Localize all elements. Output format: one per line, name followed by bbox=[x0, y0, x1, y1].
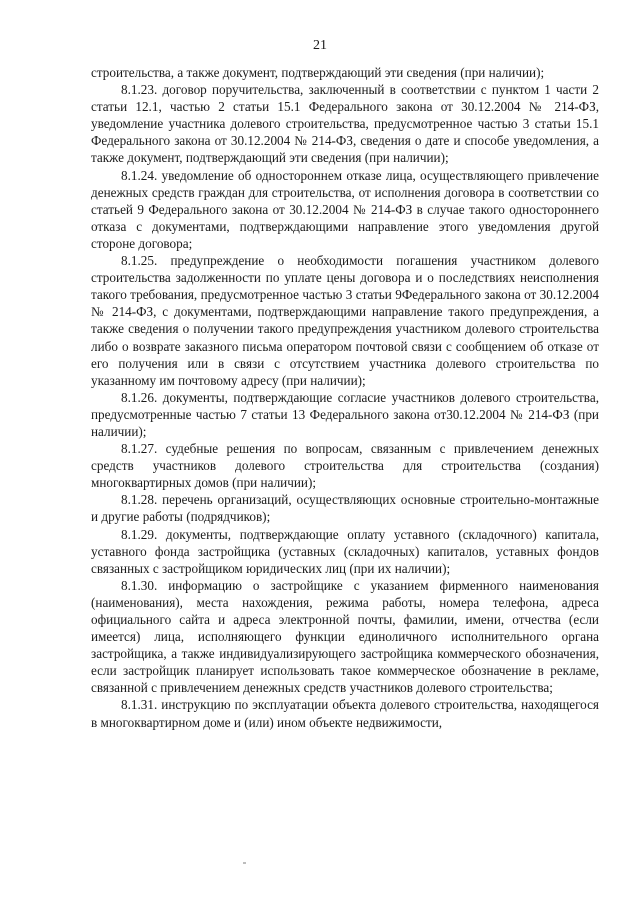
paragraph-8-1-31: 8.1.31. инструкцию по эксплуатации объекта долевого строительства, находящегося в многоквартирном доме и (или) ином объекте недвижимости, bbox=[91, 697, 599, 730]
paragraph-8-1-26: 8.1.26. документы, подтверждающие согласие участников долевого строительства, предусмотренные частью 7 статьи 13 Федерального закона от30.12.2004 № 214-ФЗ (при наличии); bbox=[91, 389, 599, 439]
document-body bbox=[91, 64, 599, 731]
paragraph-8-1-23: 8.1.23. договор поручительства, заключенный в соответствии с пунктом 1 части 2 статьи 12.1, частью 2 статьи 15.1 Федерального закона от 30.12.2004 № 214-ФЗ, уведомление участника долевого строительства, предусмотренное частью 3 статьи 15.1 Федерального закона от 30.12.2004 № 214-ФЗ, сведения о дате и способе уведомления, а также документ, подтверждающий эти сведения (при наличии); bbox=[91, 82, 599, 166]
paragraph-continuation: строительства, а также документ, подтверждающий эти сведения (при наличии); bbox=[91, 65, 545, 80]
paragraph-8-1-30: 8.1.30. информацию о застройщике с указанием фирменного наименования (наименования), места нахождения, режима работы, номера телефона, адреса официального сайта и адреса электронной почты, фамилии, имени, отчества (если имеется) лица, исполняющего функции единоличного исполнительного органа застройщика, а также индивидуализирующего застройщика коммерческого обозначения, если застройщик планирует использовать такое коммерческое обозначение в рекламе, связанной с привлечением денежных средств участников долевого строительства; bbox=[91, 577, 599, 696]
paragraph-8-1-29: 8.1.29. документы, подтверждающие оплату уставного (складочного) капитала, уставного фонда застройщика (уставных (складочных) капиталов, уставных фондов связанных с застройщиком юридических лиц (при их наличии); bbox=[91, 526, 599, 576]
paragraph-8-1-28: 8.1.28. перечень организаций, осуществляющих основные строительно-монтажные и другие работы (подрядчиков); bbox=[91, 492, 599, 525]
paragraph-8-1-25: 8.1.25. предупреждение о необходимости погашения участником долевого строительства задолженности по уплате цены договора и о последствиях неисполнения такого требования, предусмотренное частью 3 статьи 9Федерального закона от 30.12.2004 № 214-ФЗ, с документами, подтверждающими направление такого предупреждения, а также сведения о получении такого предупреждения участником долевого строительства либо о возврате заказного письма оператором почтовой связи с сообщением об отказе от его получения или в связи с отсутствием участника долевого строительства по указанному им почтовому адресу (при наличии); bbox=[91, 253, 599, 388]
paragraph-8-1-24: 8.1.24. уведомление об одностороннем отказе лица, осуществляющего привлечение денежных средств граждан для строительства, от исполнения договора в соответствии со статьей 9 Федерального закона от 30.12.2004 № 214-ФЗ в случае такого одностороннего отказа с документами, подтверждающими направление этого уведомления другой стороне договора; bbox=[91, 167, 599, 251]
scan-speck bbox=[243, 862, 246, 864]
paragraph-8-1-27: 8.1.27. судебные решения по вопросам, связанным с привлечением денежных средств участников долевого строительства для строительства (создания) многоквартирных домов (при наличии); bbox=[91, 441, 599, 491]
page-number: 21 bbox=[313, 38, 327, 53]
